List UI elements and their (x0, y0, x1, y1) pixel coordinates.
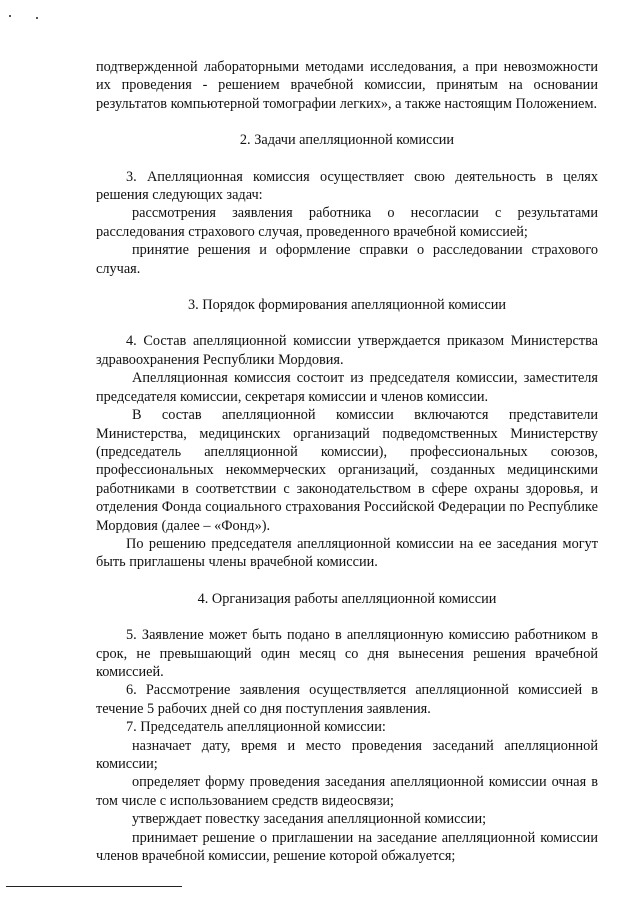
paragraph-7-item-4: принимает решение о приглашении на заседание апелляционной комиссии членов врачебной комиссии, решение которой обжалуется; (96, 829, 598, 865)
paragraph-4-members: В состав апелляционной комиссии включаются представители Министерства, медицинских организаций подведомственных Министерству (председатель апелляционной комиссии), профессиональных союзов, профессиональных некоммерческих организаций, созданных медицинскими работниками в соответствии с законодательством в сфере охраны здоровья, и отделения Фонда социального страхования Российской Федерации по Республике Мордовия (далее – «Фонд»). (96, 407, 598, 534)
paragraph-7-item-3: утверждает повестку заседания апелляционной комиссии; (132, 811, 487, 828)
scan-artifact-dot (9, 15, 11, 17)
paragraph-4-composition: Апелляционная комиссия состоит из председателя комиссии, заместителя председателя комиссии, секретаря комиссии и членов комиссии. (96, 370, 598, 405)
paragraph-3: 3. Апелляционная комиссия осуществляет свою деятельность в целях решения следующих задач: (96, 168, 598, 204)
section-3-heading: 3. Порядок формирования апелляционной комиссии (187, 297, 507, 314)
paragraph-4-invitation: По решению председателя апелляционной комиссии на ее заседания могут быть приглашены члены врачебной комиссии. (96, 535, 598, 571)
paragraph-3-item-1: рассмотрения заявления работника о несогласии с результатами расследования страхового случая, проведенного врачебной комиссией; (96, 205, 598, 240)
paragraph-3-item-2: принятие решения и оформление справки о расследовании страхового случая. (96, 242, 598, 277)
document-page (96, 58, 598, 865)
section-4-heading: 4. Организация работы апелляционной комиссии (197, 590, 497, 607)
scan-artifact-dot (36, 17, 38, 19)
section-2-heading: 2. Задачи апелляционной комиссии (239, 132, 455, 149)
paragraph-6: 6. Рассмотрение заявления осуществляется апелляционной комиссией в течение 5 рабочих дней со дня поступления заявления. (96, 682, 598, 717)
paragraph-7: 7. Председатель апелляционной комиссии: (126, 719, 386, 736)
paragraph-7-item-2: определяет форму проведения заседания апелляционной комиссии очная в том числе с использованием средств видеосвязи; (96, 774, 598, 809)
footnote-separator (6, 886, 182, 887)
paragraph-4: 4. Состав апелляционной комиссии утверждается приказом Министерства здравоохранения Республики Мордовия. (96, 333, 598, 368)
intro-paragraph: подтвержденной лабораторными методами исследования, а при невозможности их проведения - решением врачебной комиссии, принятым на основании результатов компьютерной томографии легких», а также настоящим Положением. (96, 59, 598, 112)
paragraph-5: 5. Заявление может быть подано в апелляционную комиссию работником в срок, не превышающий один месяц со дня вынесения решения врачебной комиссией. (96, 627, 598, 680)
paragraph-7-item-1: назначает дату, время и место проведения заседаний апелляционной комиссии; (96, 737, 598, 772)
